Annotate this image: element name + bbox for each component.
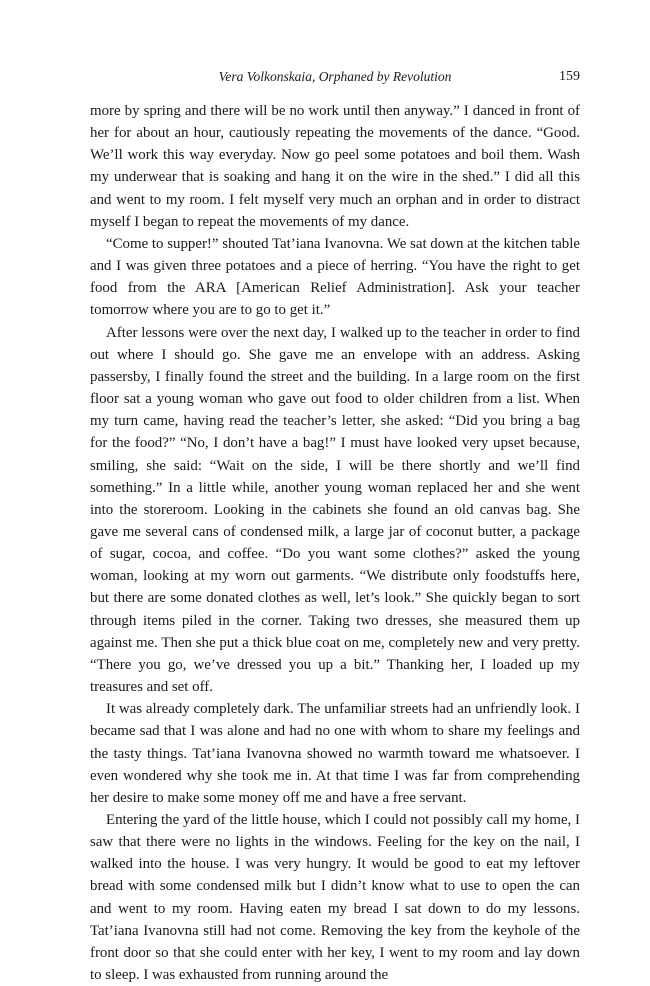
paragraph: After lessons were over the next day, I walked up to the teacher in order to find out where I should go. She gave me an envelope with an address. Asking passersby, I finally found the street and the building. In a large room on the first floor sat a young woman who gave out food to older children from a list. When my turn came, having read the teacher’s letter, she asked: “Did you bring a bag for the food?” “No, I don’t have a bag!” I must have looked very upset because, smiling, she said: “Wait on the side, I will be there shortly and we’ll find something.” In a little while, another young woman replaced her and she went into the storeroom. Looking in the cabinets she found an old canvas bag. She gave me several cans of condensed milk, a large jar of coconut butter, a package of sugar, cocoa, and coffee. “Do you want some clothes?” asked the young woman, looking at my worn out garments. “We distribute only foodstuffs here, but there are some donated clothes as well, let’s look.” She quickly began to sort through items piled in the corner. Taking two dresses, she measured them up against me. Then she put a thick blue coat on me, completely new and very pretty. “There you go, we’ve dressed you up a bit.” Thanking her, I loaded up my treasures and set off. bbox=[90, 324, 580, 696]
running-head bbox=[90, 66, 580, 88]
page-number: 159 bbox=[559, 69, 580, 84]
body-text bbox=[90, 100, 580, 986]
paragraph: more by spring and there will be no work until then anyway.” I danced in front of her for about an hour, cautiously repeating the movements of the dance. “Good. We’ll work this way everyday. Now go peel some potatoes and boil them. Wash my underwear that is soaking and hang it on the wire in the shed.” I did all this and went to my room. I felt myself very much an orphan and in order to distract myself I began to repeat the movements of my dance. bbox=[90, 103, 580, 230]
paragraph: It was already completely dark. The unfamiliar streets had an unfriendly look. I became sad that I was alone and had no one with whom to share my feelings and the tasty things. Tat’iana Ivanovna showed no warmth toward me whatsoever. I even wondered why she took me in. At that time I was far from comprehending her desire to make some money off me and have a free servant. bbox=[90, 701, 580, 806]
running-title: Vera Volkonskaia, Orphaned by Revolution bbox=[218, 69, 452, 84]
paragraph: “Come to supper!” shouted Tat’iana Ivanovna. We sat down at the kitchen table and I was given three potatoes and a piece of herring. “You have the right to get food from the ARA [American Relief Administration]. Ask your teacher tomorrow where you are to go to get it.” bbox=[90, 235, 580, 319]
paragraph: Entering the yard of the little house, which I could not possibly call my home, I saw that there were no lights in the windows. Feeling for the key on the nail, I walked into the house. I was very hungry. It would be good to eat my leftover bread with some condensed milk but I didn’t know what to use to open the can and went to my room. Having eaten my bread I sat down to do my lessons. Tat’iana Ivanovna still had not come. Removing the key from the keyhole of the front door so that she could enter with her key, I went to my room and lay down to sleep. I was exhausted from running around the bbox=[90, 812, 580, 984]
